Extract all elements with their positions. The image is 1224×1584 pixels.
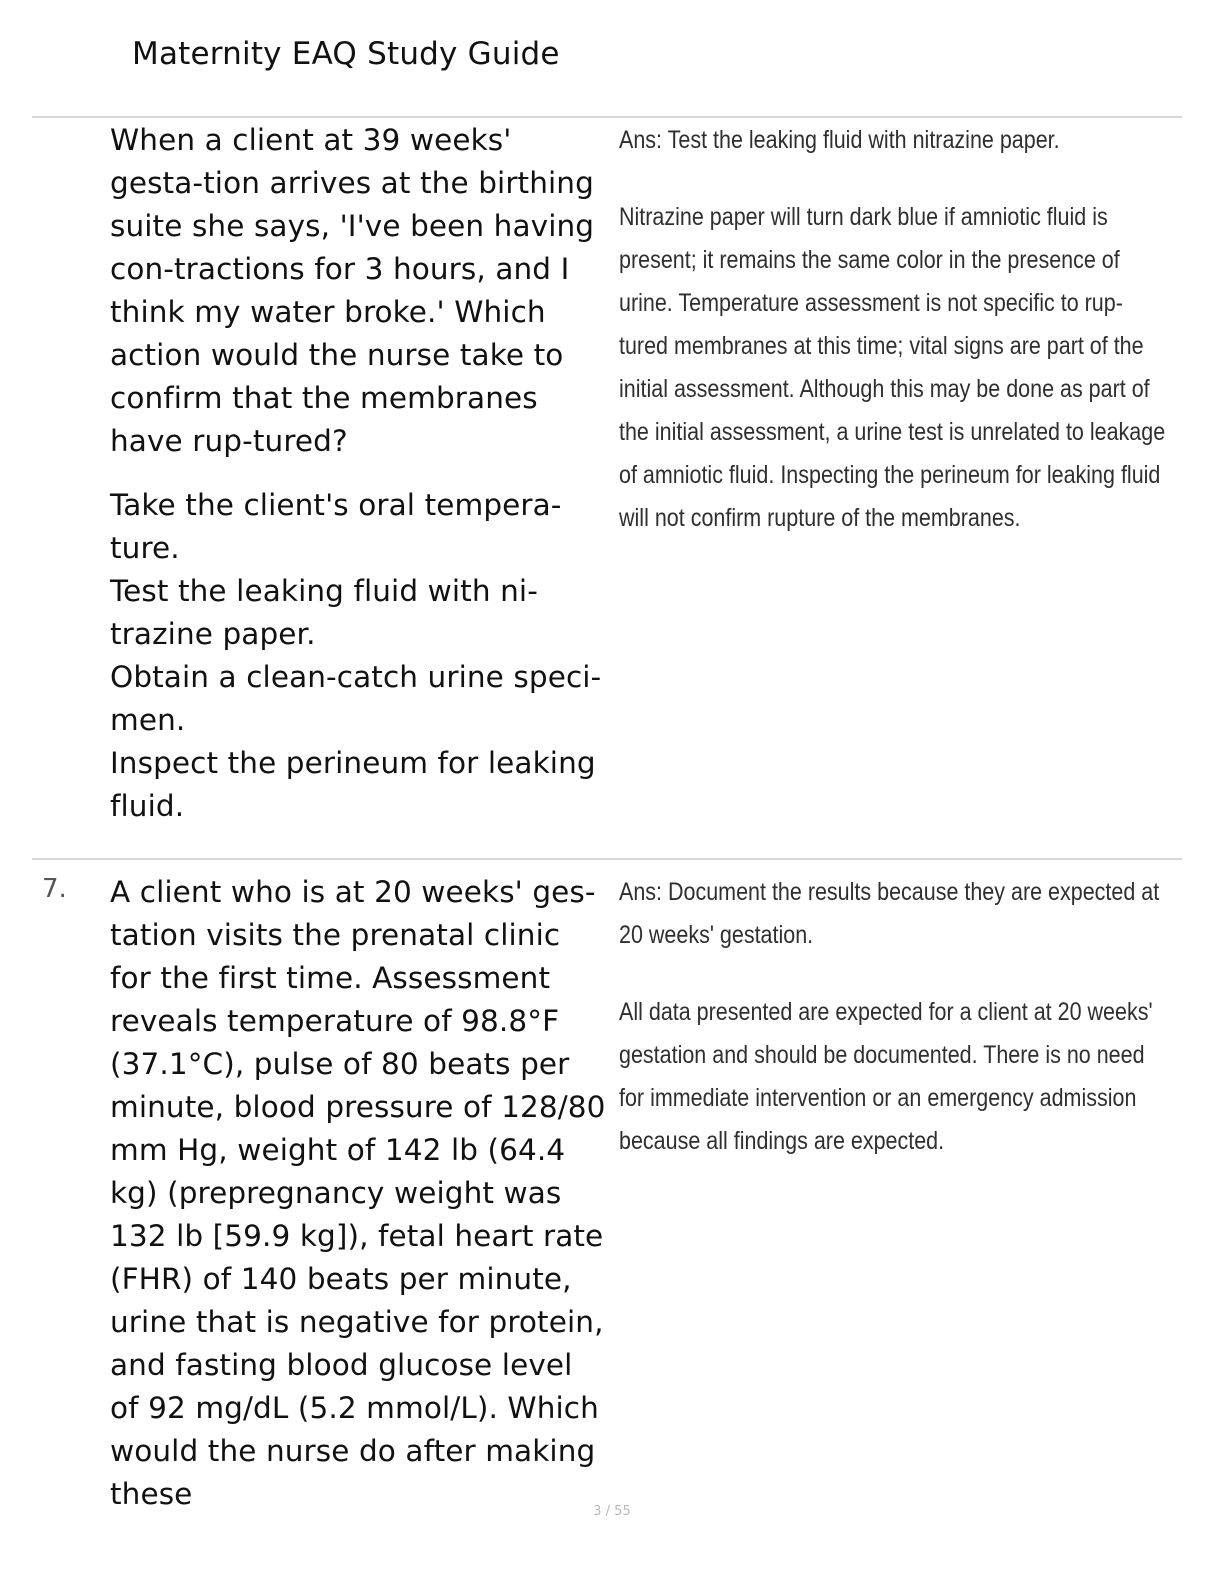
section-divider	[32, 858, 1182, 860]
option-text: Obtain a clean-catch urine speci-men.	[110, 660, 602, 737]
question-block	[110, 871, 610, 1516]
rationale-text: Nitrazine paper will turn dark blue if amniotic fluid is present; it remains the same color in the presence of urine. Temperature assessment is not specific to rup-tured membranes at this time; vital signs are part of the initial assessment. Although this may be done as part of the initial assessment, a urine test is unrelated to leakage of amniotic fluid. Inspecting the perineum for leaking fluid will not confirm rupture of the membranes.	[619, 203, 1166, 532]
question-text: A client who is at 20 weeks' ges-tation visits the prenatal clinic for the first time. Assessment reveals temperature of 98.8°F (37.1°C), pulse of 80 beats per minute, blood pressure of 128/80 mm Hg, weight of 142 lb (64.4 kg) (prepregnancy weight was 132 lb [59.9 kg]), fetal heart rate (FHR) of 140 beats per minute, urine that is negative for protein, and fasting blood glucose level of 92 mg/dL (5.2 mmol/L). Which would the nurse do after making these	[110, 875, 606, 1511]
section-divider	[32, 116, 1182, 118]
document-title: Maternity EAQ Study Guide	[132, 36, 560, 72]
answer-block	[619, 119, 1169, 540]
option-text: Inspect the perineum for leaking fluid.	[110, 746, 596, 823]
answer-text: Ans: Test the leaking fluid with nitrazine paper.	[619, 126, 1060, 154]
option-text: Take the client's oral tempera-ture.	[110, 488, 562, 565]
answer-options	[110, 484, 610, 828]
page-indicator: 3 / 55	[593, 1504, 631, 1519]
option-text: Test the leaking fluid with ni-trazine paper.	[110, 574, 538, 651]
rationale-text: All data presented are expected for a client at 20 weeks' gestation and should be documented. There is no need for immediate intervention or an emergency admission because all findings are expected.	[619, 998, 1153, 1155]
answer-text: Ans: Document the results because they are expected at 20 weeks' gestation.	[619, 878, 1160, 949]
question-block	[110, 119, 610, 828]
question-text: When a client at 39 weeks' gesta-tion arrives at the birthing suite she says, 'I've been having con-tractions for 3 hours, and I think my water broke.' Which action would the nurse take to confirm that the membranes have rup-tured?	[110, 123, 595, 458]
answer-block	[619, 871, 1169, 1163]
question-number: 7.	[42, 874, 67, 904]
